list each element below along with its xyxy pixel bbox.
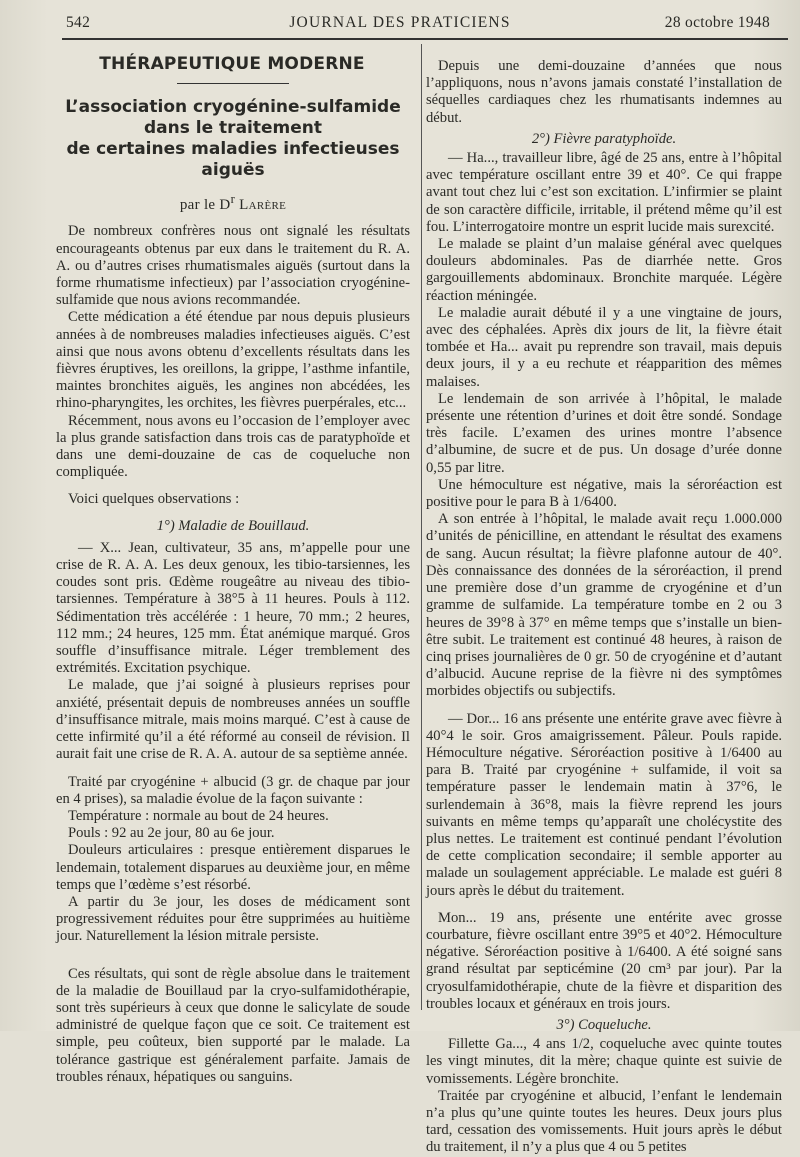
issue-date: 28 octobre 1948 [664,14,770,31]
case-paragraph: Le malade, que j’ai soigné à plusieurs reprises pour anxiété, présentait depuis de nombreuses années un souffle d’insuffisance mitrale, mais moins marqué. C’est à cause de cette infirmité qu’il a été réformé au conseil de révision. Il aurait fait une crise de R. A. A. autour de sa septième année. [56,677,410,763]
case-paragraph: Une hémoculture est négative, mais la séroréaction est positive pour le para B à 1/6400. [426,476,782,511]
paragraph: Voici quelques observations : [68,491,240,508]
page-number: 542 [66,14,91,31]
case-paragraph: Le lendemain de son arrivée à l’hôpital, le malade présente une rétention d’urines et doit être sondé. Sondage très facile. L’examen des urines montre l’absence d’albumine, de sucre et de pus. Un dosage d’urée donne 0,55 par litre. [426,390,782,476]
author-name: Larère [239,197,287,214]
section-rule [177,83,289,84]
paragraph: Récemment, nous avons eu l’occasion de l’employer avec la plus grande satisfaction dans trois cas de paratyphoïde et dans une demi-douzaine de cas de coqueluche non compliquée. [56,412,410,481]
case-paragraph: Douleurs articulaires : presque entièrement disparues le lendemain, totalement disparues au deuxième jour, en même temps que l’œdème s’est résorbé. [56,842,410,893]
byline [56,191,410,214]
article-title-line: dans le traitement [144,118,322,139]
case-paragraph: Pouls : 92 au 2e jour, 80 au 6e jour. [68,825,275,842]
case-subheading: 3°) Coqueluche. [556,1016,652,1033]
paragraph: Ces résultats, qui sont de règle absolue dans le traitement de la maladie de Bouillaud par la cryo-sulfamidothérapie, sont très supérieurs à ceux que donne le salicylate de soude administré de quelque façon que ce soit. Ce traitement est simple, peu coûteux, bien supporté par le malade. La tolérance gastrique est généralement parfaite. Jamais de troubles rénaux, hépatiques ou sanguins. [56,965,410,1085]
case-paragraph: Température : normale au bout de 24 heures. [68,807,329,824]
case-subheading: 1°) Maladie de Bouillaud. [156,517,310,534]
section-title: THÉRAPEUTIQUE MODERNE [99,54,365,74]
byline-prefix: par le D [179,197,231,214]
paragraph: De nombreux confrères nous ont signalé les résultats encourageants obtenus par eux dans le traitement du R. A. A. ou d’autres crises rhumatismales aiguës (surtout dans la forme rhumatisme infectieux) par l’association cryogénine-sulfamide que nous avions recommandée. [56,223,410,309]
case-paragraph: Mon... 19 ans, présente une entérite avec grosse courbature, fièvre oscillant entre 39°5 et 40°2. Hémoculture négative. Séroréaction positive à 1/6400. A été soigné sans grand résultat par septicémine (20 cm³ par jour). Par la cryosulfamidothérapie, chute de la fièvre et disparition des troubles locaux et généraux en trois jours. [426,909,782,1012]
article-title-line: L’association cryogénine-sulfamide [65,97,401,118]
case-paragraph: Fillette Ga..., 4 ans 1/2, coqueluche avec quinte toutes les vingt minutes, dit la mère; chaque quinte est suivie de vomissements. Légère bronchite. [426,1036,782,1087]
case-paragraph: A partir du 3e jour, les doses de médicament sont progressivement réduites pour être supprimées au huitième jour. Naturellement la lésion mitrale persiste. [56,893,410,945]
case-paragraph: A son entrée à l’hôpital, le malade avait reçu 1.000.000 d’unités de pénicilline, en attendant le résultat des examens de sang. Aucun résultat; la fièvre plafonne autour de 40°. Dès connaissance des données de la séroréaction, il prend une première dose d’un gramme de cryogénine et d’un gramme de sulfamide. La température tombe en 2 ou 3 heures de 39°8 à 37° en même temps que s’installe un bien-être subit. Le traitement est continué 48 heures, à raison de cinq prises journalières de 0 gr. 50 de cryogénine et d’autant d’albucid. Aucune reprise de la fièvre ni des symptômes morbides objectifs ou subjectifs. [426,511,782,700]
journal-title: JOURNAL DES PRATICIENS [289,14,511,31]
case-paragraph: — Dor... 16 ans présente une entérite grave avec fièvre à 40°4 le soir. Gros amaigrissement. Pâleur. Pouls rapide. Hémoculture négative. Séroréaction positive à 1/6400 au para B. Traité par cryogénine + sulfamide, il voit sa température passer le lendemain matin à 37°6, le surlendemain à 36°8, mais la fièvre reprend les jours suivants en même temps qu’apparaît une cholécystite des plus nettes. Le traitement est continué pendant l’évolution de cette complication secondaire; il semble apporter au malade un soulagement appréciable. Le malade est guéri 8 jours après le début du traitement. [426,710,782,899]
right-column [426,58,782,1157]
case-paragraph: — X... Jean, cultivateur, 35 ans, m’appelle pour une crise de R. A. A. Les deux genoux, les tibio-tarsiennes, les coudes sont pris. Œdème rougeâtre au niveau des tibio-tarsiennes. Température à 38°5 à 11 heures. Pouls à 112. Sédimentation très accélérée : 1 heure, 70 mm.; 2 heures, 112 mm.; 24 heures, 125 mm. État anémique marqué. Gros souffle d’insuffisance mitrale. Léger tremblement des extrémités. Excitation psychique. [56,539,410,677]
running-header [0,14,800,36]
case-paragraph: Traitée par cryogénine et albucid, l’enfant le lendemain n’a plus qu’une quinte toutes les heures. Deux jours plus tard, cessation des vomissements. Huit jours après le début du traitement, il n’y a plus que 4 ou 5 petites [426,1087,782,1156]
case-paragraph: — Ha..., travailleur libre, âgé de 25 ans, entre à l’hôpital avec température oscillant entre 39 et 40°. Ce qui frappe avant tout chez lui c’est son excitation. L’infirmier se plaint de son caractère difficile, irritable, il prétend même qu’il est fou. L’interrogatoire montre un esprit lucide mais surexcité. [426,150,782,235]
article-title [56,97,410,181]
paragraph: Depuis une demi-douzaine d’années que nous l’appliquons, nous n’avons jamais constaté l’installation de séquelles cardiaques chez les rhumatisants indemnes au début. [426,58,782,126]
case-paragraph: Le maladie aurait débuté il y a une vingtaine de jours, avec des céphalées. Après dix jours de lit, la fièvre était tombée et Ha... avait pu reprendre son travail, mais depuis deux jours, il y a eu rechute et réapparition des mêmes malaises. [426,304,782,390]
byline-superscript: r [230,192,236,207]
case-subheading: 2°) Fièvre paratyphoïde. [531,130,677,147]
paragraph: Cette médication a été étendue par nous depuis plusieurs années à de nombreuses maladies infectieuses aiguës. C’est ainsi que nous avons obtenu d’excellents résultats dans les fièvres éruptives, les oreillons, la grippe, l’asthme infantile, maintes bronchites aiguës, les angines non abcédées, les rhino-pharyngites, les orchites, les fièvres puerpérales, etc... [56,309,410,412]
column-rule [421,44,422,1010]
article-title-line: de certaines maladies infectieuses aiguës [66,139,400,181]
header-rule [62,38,788,40]
case-paragraph: Traité par cryogénine + albucid (3 gr. de chaque par jour en 4 prises), sa maladie évolue de la façon suivante : [56,773,410,807]
case-paragraph: Le malade se plaint d’un malaise général avec quelques douleurs abdominales. Pas de diarrhée nette. Gros gargouillements abdominaux. Bronchite marquée. Légère réaction méningée. [426,236,782,304]
left-column [56,56,410,1086]
